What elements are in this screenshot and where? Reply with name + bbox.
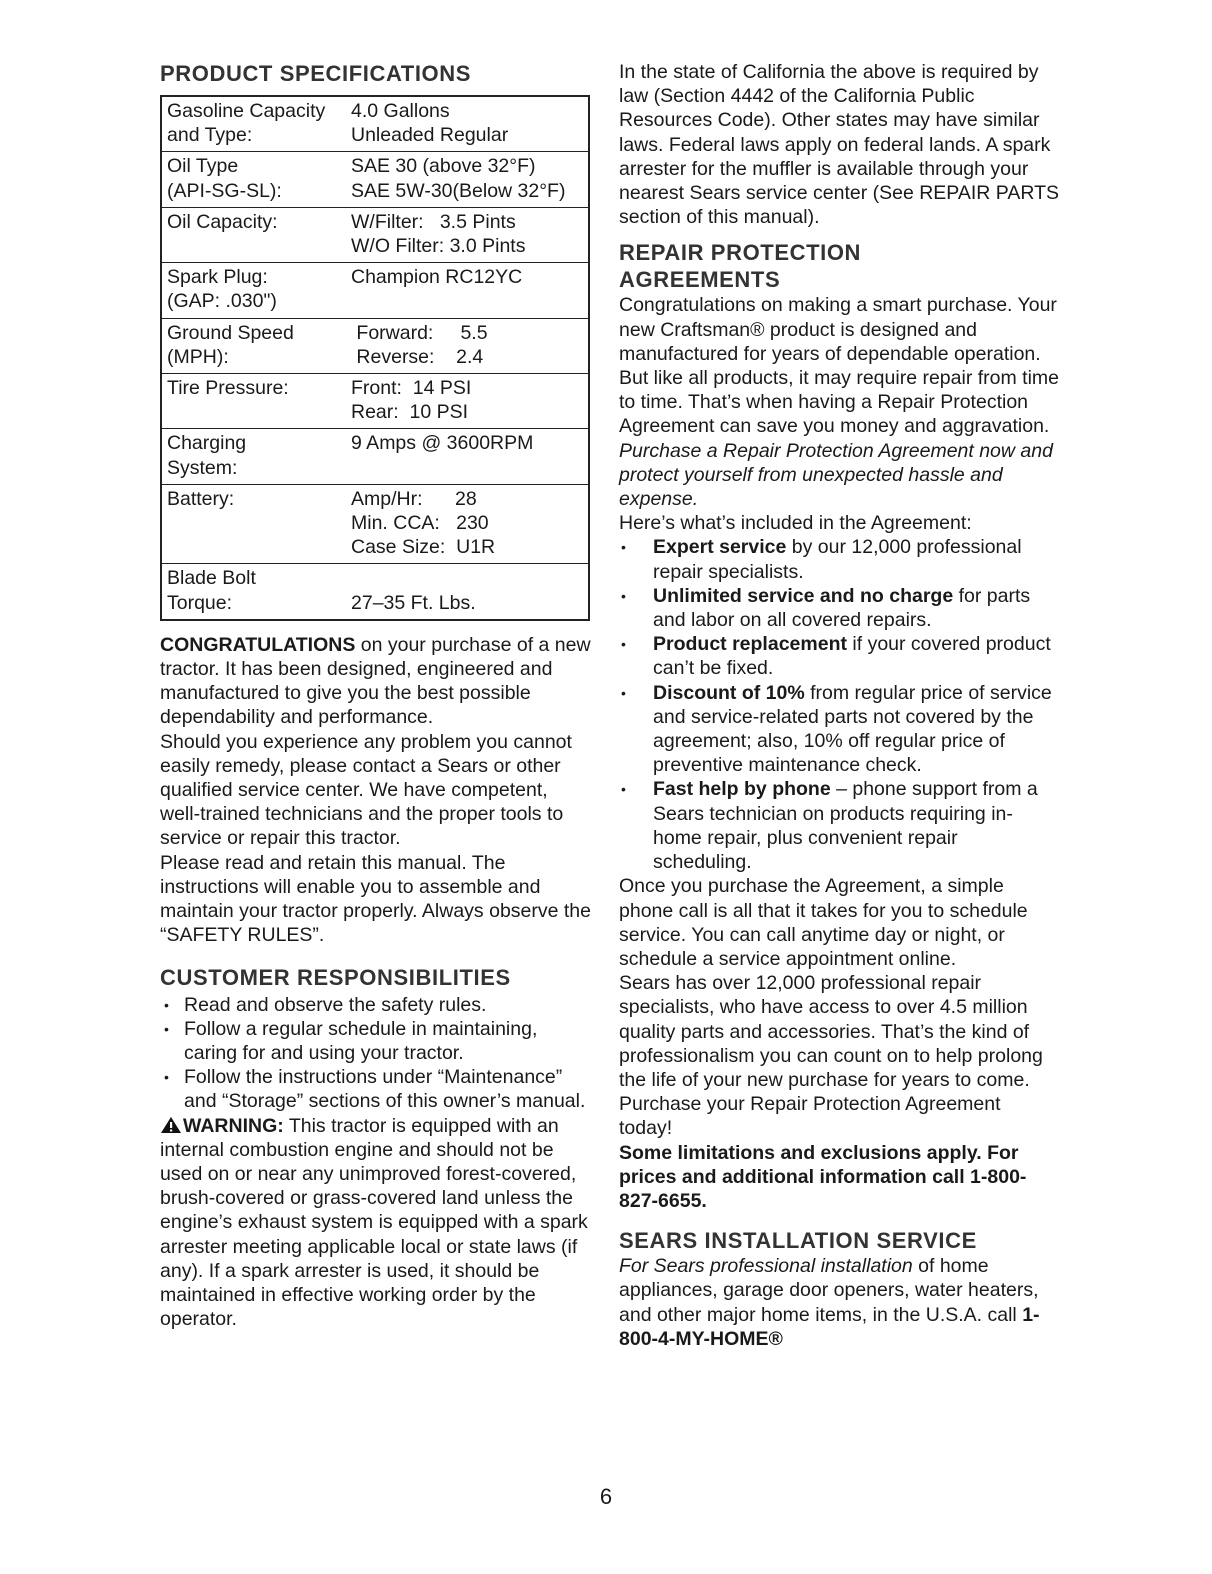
benefit-title: Fast help by phone bbox=[653, 778, 831, 801]
benefit-text: for parts and labor on all covered repairs. bbox=[653, 584, 1031, 632]
table-row bbox=[161, 374, 589, 429]
installation-phone: 1-800-4-MY-HOME® bbox=[619, 1303, 1040, 1350]
spec-label bbox=[161, 207, 347, 262]
spec-value-line: Reverse: 2.4 bbox=[351, 345, 484, 368]
spec-value-line: Forward: 5.5 bbox=[351, 321, 488, 344]
warning-text: This tractor is equipped with an internal combustion engine and should not be used on or near any unimproved forest-covered, brush-covered or grass-covered land unless the engine’s exhaust system is equipped with a spark arrester meeting applicable local or state laws (if any). If a spark arrester is used, it should be maintained in effective working order by the operator. bbox=[160, 1114, 588, 1331]
product-specifications-heading: PRODUCT SPECIFICATIONS bbox=[160, 61, 472, 86]
spec-value-line: SAE 30 (above 32°F) bbox=[351, 155, 536, 178]
spec-value bbox=[347, 263, 589, 318]
spec-value-line: SAE 5W-30(Below 32°F) bbox=[351, 179, 566, 202]
list-item: • Read and observe the safety rules. bbox=[160, 993, 592, 1017]
benefit-text: by our 12,000 professional repair specialists. bbox=[653, 536, 1022, 583]
benefit-text: if your covered product can’t be fixed. bbox=[653, 633, 1051, 680]
congratulations-text: on your purchase of a new tractor. It has been designed, engineered and manufactured to give you the best possible dependability and performance. bbox=[160, 633, 591, 729]
california-paragraph: In the state of California the above is required by law (Section 4442 of the California Public Resources Code). Other states may have similar laws. Federal laws apply on federal lands. A spark arrester for the muffler is available through your nearest Sears service center (See REPAIR PARTS section of this manual). bbox=[619, 61, 1060, 229]
spec-label-line bbox=[167, 511, 345, 535]
retain-manual-paragraph: Please read and retain this manual. The instructions will enable you to assemble and maintain your tractor properly. Always observe the “SAFETY RULES”. bbox=[160, 851, 591, 947]
congratulations-paragraph bbox=[160, 633, 592, 730]
spec-label-line: Torque: bbox=[167, 591, 233, 614]
problem-paragraph: Should you experience any problem you cannot easily remedy, please contact a Sears or other qualified service center. We have competent, well-trained technicians and the proper tools to service or repair this tractor. bbox=[160, 730, 572, 850]
purchase-agreement-italic: Purchase a Repair Protection Agreement now and protect yourself from unexpected hassle and expense. bbox=[619, 439, 1053, 511]
table-row bbox=[161, 207, 589, 262]
spec-value bbox=[347, 96, 589, 152]
sears-specialists-paragraph: Sears has over 12,000 professional repair specialists, who have access to over 4.5 million quality parts and accessories. That’s the kind of professionalism you can count on to help prolong the life of your new purchase for years to come. Purchase your Repair Protection Agreement today! bbox=[619, 972, 1043, 1140]
included-list bbox=[619, 535, 1059, 874]
customer-responsibilities-heading: CUSTOMER RESPONSIBILITIES bbox=[160, 964, 511, 990]
spec-value-line: 27–35 Ft. Lbs. bbox=[351, 591, 476, 614]
spec-value-line: W/Filter: 3.5 Pints bbox=[351, 210, 516, 233]
table-row bbox=[161, 429, 589, 484]
spec-value bbox=[347, 152, 589, 207]
spec-label-line: Tire Pressure: bbox=[167, 377, 289, 400]
table-row bbox=[161, 152, 589, 207]
warning-triangle-icon bbox=[160, 1116, 182, 1134]
spec-label-line: Ground Speed bbox=[167, 321, 294, 344]
table-row bbox=[161, 96, 589, 152]
spec-label bbox=[161, 374, 347, 429]
right-column bbox=[619, 60, 1059, 1351]
spec-value-line: W/O Filter: 3.0 Pints bbox=[351, 235, 526, 258]
table-row bbox=[161, 564, 589, 620]
responsibilities-list bbox=[160, 993, 592, 1114]
spec-label-line: Blade Bolt bbox=[167, 567, 256, 590]
included-intro: Here’s what’s included in the Agreement: bbox=[619, 512, 972, 535]
list-item bbox=[619, 584, 1059, 632]
list-item: • Follow a regular schedule in maintaining, caring for and using your tractor. bbox=[160, 1017, 592, 1065]
installation-paragraph bbox=[619, 1254, 1059, 1351]
spec-value-line: Champion RC12YC bbox=[351, 266, 523, 289]
spec-label-line: (MPH): bbox=[167, 345, 229, 368]
benefit-text: – phone support from a Sears technician on products requiring in-home repair, plus convenient repair scheduling. bbox=[653, 778, 1038, 874]
spec-label bbox=[161, 564, 347, 620]
smart-purchase-paragraph: Congratulations on making a smart purchase. Your new Craftsman® product is designed and manufactured for years of dependable operation. But like all products, it may require repair from time to time. That’s when having a Repair Protection Agreement can save you money and aggravation. bbox=[619, 294, 1059, 438]
spec-value-line: Case Size: U1R bbox=[351, 536, 496, 559]
spec-value bbox=[347, 318, 589, 373]
spec-value-line: Front: 14 PSI bbox=[351, 377, 472, 400]
warning-label: WARNING: bbox=[183, 1114, 284, 1137]
spec-value-line: Amp/Hr: 28 bbox=[351, 487, 477, 510]
list-item: • Follow the instructions under “Maintenance” and “Storage” sections of this owner’s manual. bbox=[160, 1065, 592, 1113]
spec-table bbox=[160, 95, 590, 621]
spec-value-line: Unleaded Regular bbox=[351, 124, 509, 147]
installation-italic: For Sears professional installation bbox=[619, 1255, 913, 1278]
spec-label-line: Spark Plug: bbox=[167, 266, 268, 289]
repair-protection-heading bbox=[619, 239, 1059, 293]
spec-label-line: Battery: bbox=[167, 487, 235, 510]
spec-value bbox=[347, 484, 589, 564]
spec-label-line bbox=[167, 234, 345, 258]
spec-label bbox=[161, 152, 347, 207]
list-item bbox=[619, 632, 1059, 680]
spec-label-line bbox=[167, 400, 345, 424]
spec-label bbox=[161, 96, 347, 152]
spec-label-line: Oil Capacity: bbox=[167, 210, 278, 233]
spec-value bbox=[347, 207, 589, 262]
repair-heading-line-2: AGREEMENTS bbox=[619, 267, 781, 293]
spec-value-line: Rear: 10 PSI bbox=[351, 401, 469, 424]
installation-text: of home appliances, garage door openers, water heaters, and other major home items, in the U.S.A. call bbox=[619, 1255, 1039, 1326]
spec-label bbox=[161, 484, 347, 564]
benefit-text: from regular price of service and service-related parts not covered by the agreement; also, 10% off regular price of preventive maintenance check. bbox=[653, 681, 1052, 777]
benefit-title: Product replacement bbox=[653, 633, 847, 656]
benefit-title: Unlimited service and no charge bbox=[653, 584, 954, 607]
list-item bbox=[619, 535, 1059, 583]
congratulations-lead: CONGRATULATIONS bbox=[160, 633, 356, 656]
page-number: 6 bbox=[599, 1484, 613, 1509]
installation-service-heading: SEARS INSTALLATION SERVICE bbox=[619, 1228, 977, 1254]
warning-paragraph bbox=[160, 1114, 592, 1332]
benefit-title: Discount of 10% bbox=[653, 681, 805, 704]
spec-label-line: Charging bbox=[167, 432, 247, 455]
spec-value-line bbox=[351, 456, 586, 480]
left-column bbox=[160, 60, 592, 1331]
spec-value-line bbox=[351, 566, 586, 590]
spec-label-line bbox=[167, 535, 345, 559]
spec-label-line: (API-SG-SL): bbox=[167, 179, 282, 202]
spec-value-line: 9 Amps @ 3600RPM bbox=[351, 432, 534, 455]
spec-label-line: Gasoline Capacity bbox=[167, 100, 326, 122]
table-row bbox=[161, 318, 589, 373]
spec-label bbox=[161, 318, 347, 373]
spec-value-line bbox=[351, 289, 586, 313]
spec-label-line: (GAP: .030") bbox=[167, 290, 277, 313]
list-item bbox=[619, 681, 1059, 778]
spec-value bbox=[347, 429, 589, 484]
table-row bbox=[161, 263, 589, 318]
spec-label-line: System: bbox=[167, 456, 238, 479]
benefit-title: Expert service bbox=[653, 536, 787, 559]
spec-label-line: and Type: bbox=[167, 124, 253, 147]
spec-label-line: Oil Type bbox=[167, 155, 239, 178]
table-row bbox=[161, 484, 589, 564]
spec-value-line: Min. CCA: 230 bbox=[351, 512, 489, 535]
list-item bbox=[619, 777, 1059, 874]
once-purchase-paragraph: Once you purchase the Agreement, a simple phone call is all that it takes for you to schedule service. You can call anytime day or night, or schedule a service appointment online. bbox=[619, 875, 1028, 970]
repair-heading-line-1: REPAIR PROTECTION bbox=[619, 240, 862, 266]
spec-label bbox=[161, 263, 347, 318]
spec-value bbox=[347, 374, 589, 429]
spec-value-line: 4.0 Gallons bbox=[351, 100, 450, 122]
spec-value bbox=[347, 564, 589, 620]
limitations-notice: Some limitations and exclusions apply. For prices and additional information call 1-800-827-6655. bbox=[619, 1141, 1027, 1212]
spec-label bbox=[161, 429, 347, 484]
